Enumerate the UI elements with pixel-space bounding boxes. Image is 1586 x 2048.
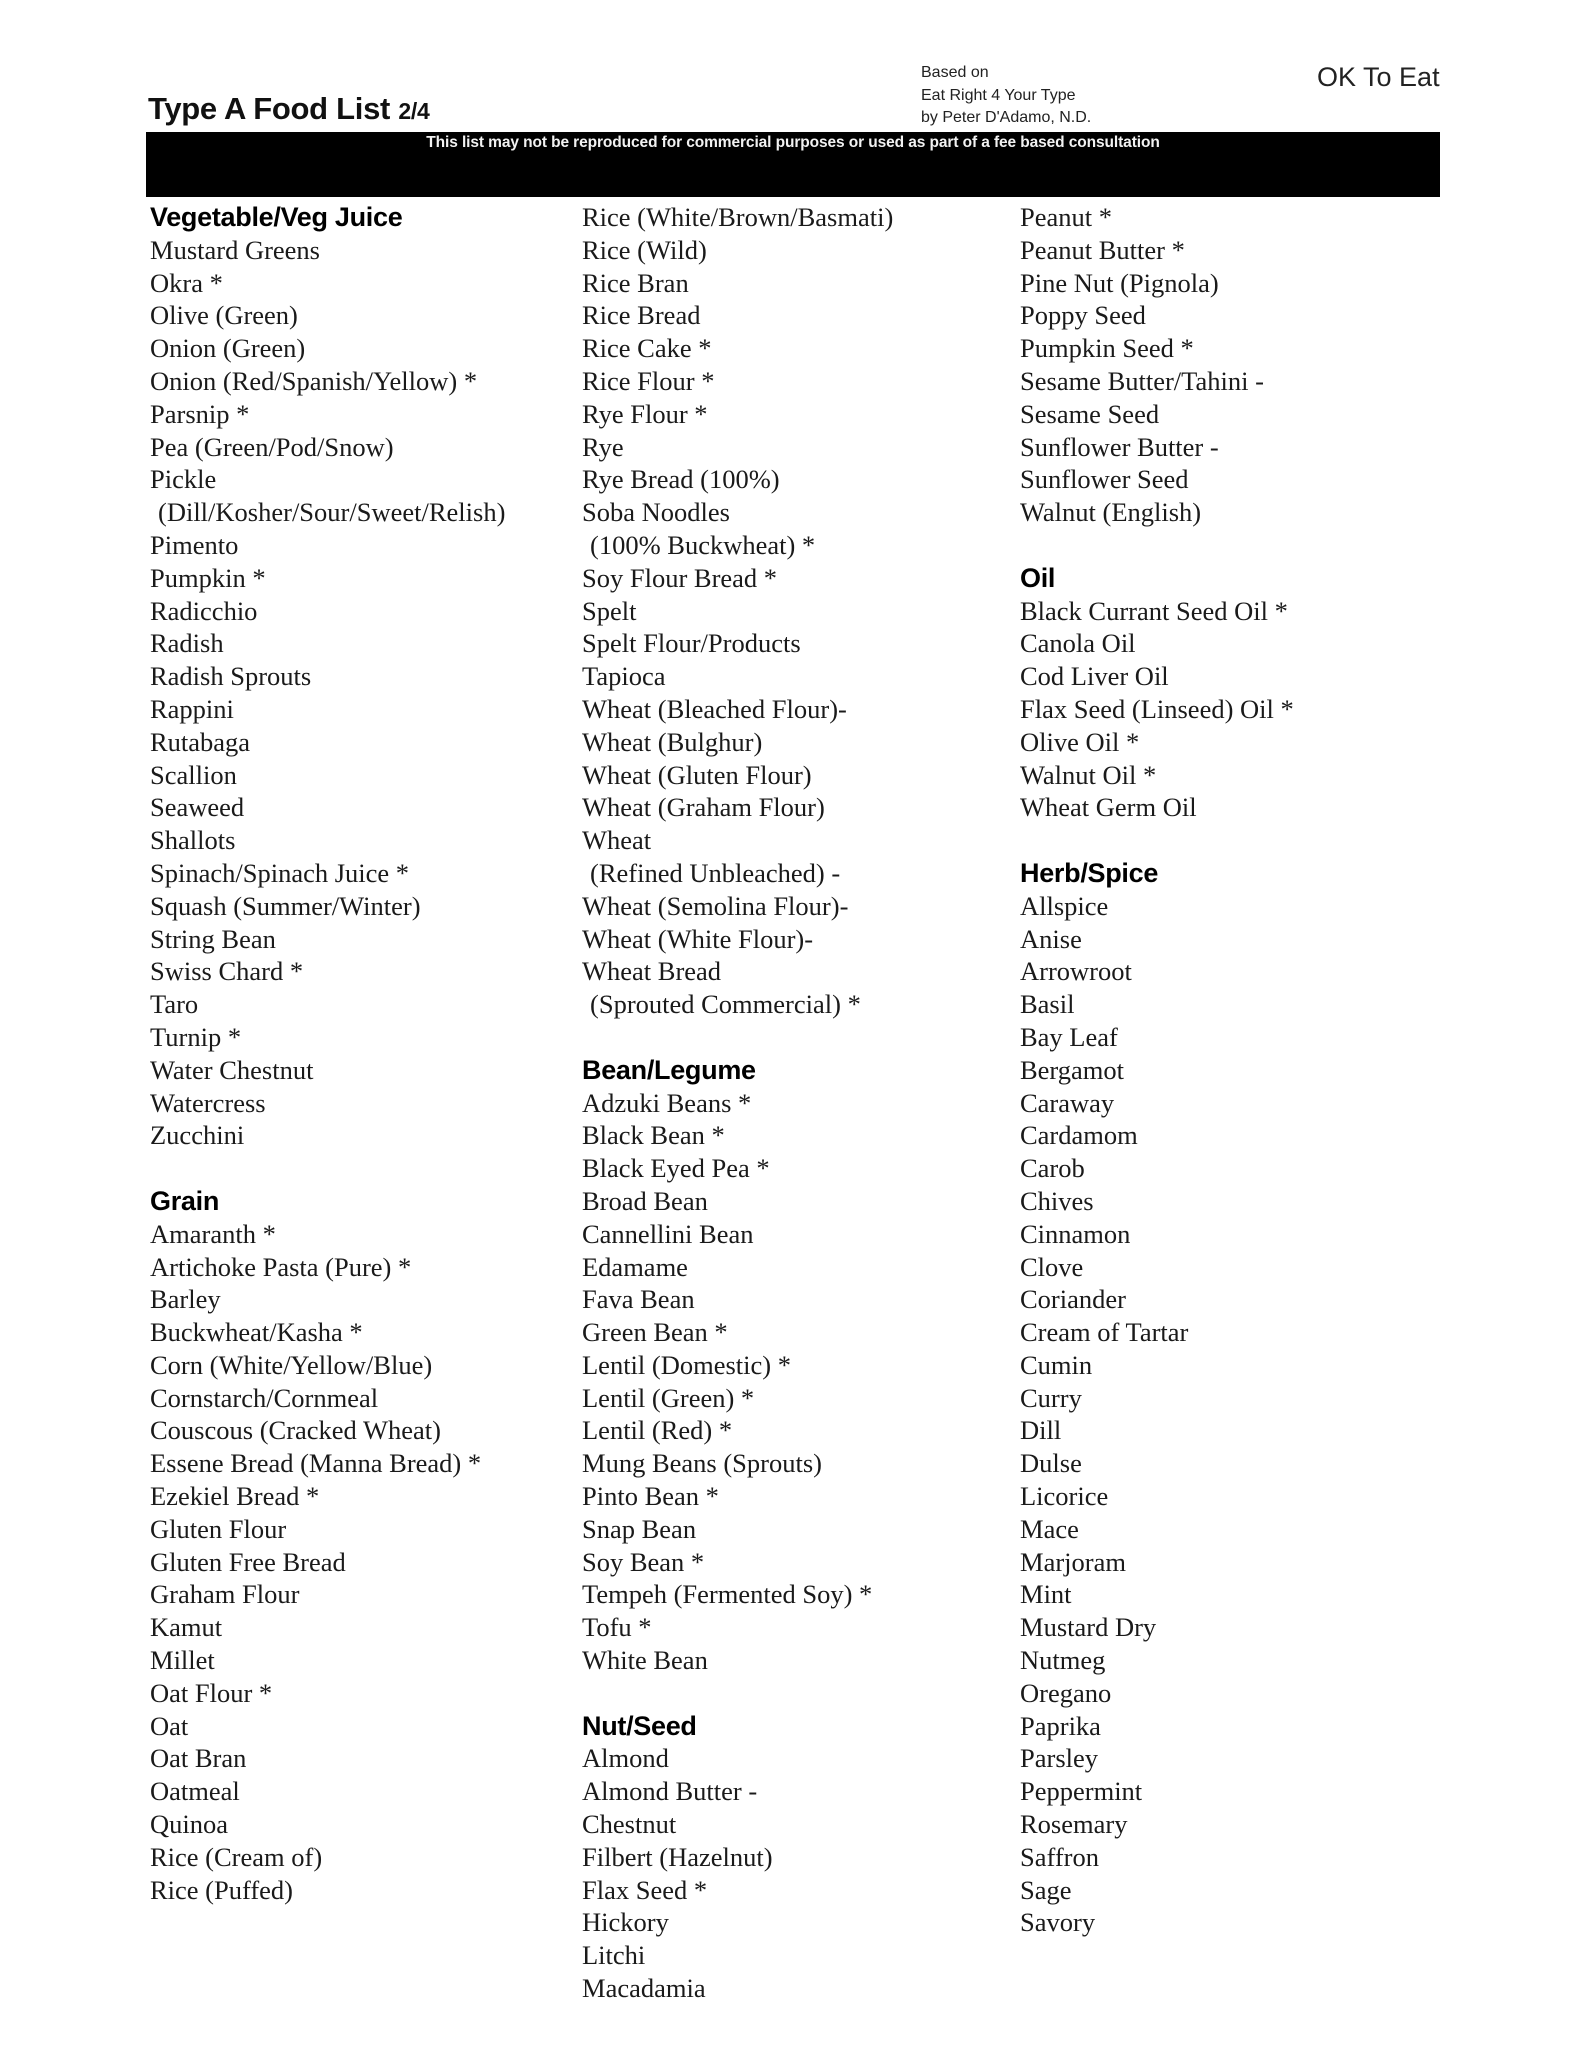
spacer bbox=[1020, 824, 1294, 857]
food-item: Macadamia bbox=[582, 1973, 706, 2004]
food-item: Barley bbox=[150, 1284, 221, 1315]
section-heading: Herb/Spice bbox=[1020, 857, 1159, 888]
food-item: Oat Bran bbox=[150, 1743, 247, 1774]
food-item: Oat Flour * bbox=[150, 1677, 273, 1708]
section-heading: Oil bbox=[1020, 562, 1056, 593]
food-item: Mace bbox=[1020, 1513, 1079, 1544]
food-item: Broad Bean bbox=[582, 1185, 708, 1216]
food-item: Pinto Bean * bbox=[582, 1481, 719, 1512]
food-item: Cumin bbox=[1020, 1349, 1093, 1380]
food-item-continuation: (Sprouted Commercial) * bbox=[590, 989, 861, 1020]
food-item: Amaranth * bbox=[150, 1218, 276, 1249]
food-item: Cannellini Bean bbox=[582, 1218, 754, 1249]
food-item: Wheat (Bleached Flour)- bbox=[582, 693, 847, 724]
food-item: Anise bbox=[1020, 923, 1082, 954]
food-item: Sesame Butter/Tahini - bbox=[1020, 365, 1264, 396]
food-column-1 bbox=[150, 201, 505, 1906]
food-item: Black Currant Seed Oil * bbox=[1020, 595, 1288, 626]
food-item: Pine Nut (Pignola) bbox=[1020, 267, 1219, 298]
food-item: Radicchio bbox=[150, 595, 258, 626]
food-item: Snap Bean bbox=[582, 1513, 697, 1544]
spacer bbox=[582, 1021, 893, 1054]
food-item: Rye bbox=[582, 431, 624, 462]
food-item: Rice Bread bbox=[582, 300, 701, 331]
food-item: Soy Bean * bbox=[582, 1546, 705, 1577]
food-item: Oatmeal bbox=[150, 1776, 240, 1807]
food-item: Spelt Flour/Products bbox=[582, 628, 801, 659]
food-column-3 bbox=[1020, 201, 1294, 1939]
food-item: Hickory bbox=[582, 1907, 669, 1938]
food-item: Lentil (Green) * bbox=[582, 1382, 755, 1413]
food-item: Rice Flour * bbox=[582, 365, 715, 396]
food-item: Rappini bbox=[150, 693, 234, 724]
food-item: Green Bean * bbox=[582, 1317, 728, 1348]
food-item: Cardamom bbox=[1020, 1120, 1138, 1151]
food-item: Carob bbox=[1020, 1153, 1085, 1184]
food-item: Edamame bbox=[582, 1251, 688, 1282]
food-item: Pea (Green/Pod/Snow) bbox=[150, 431, 394, 462]
food-item: Marjoram bbox=[1020, 1546, 1126, 1577]
food-item: Spinach/Spinach Juice * bbox=[150, 857, 410, 888]
food-item: Black Bean * bbox=[582, 1120, 725, 1151]
food-item: Mint bbox=[1020, 1579, 1072, 1610]
food-item-continuation: (Dill/Kosher/Sour/Sweet/Relish) bbox=[158, 497, 506, 528]
food-item: Squash (Summer/Winter) bbox=[150, 890, 421, 921]
food-item: Seaweed bbox=[150, 792, 245, 823]
food-item: Lentil (Red) * bbox=[582, 1415, 733, 1446]
food-item: Rye Bread (100%) bbox=[582, 464, 780, 495]
food-item: Almond bbox=[582, 1743, 669, 1774]
food-item-continuation: (Refined Unbleached) - bbox=[590, 857, 841, 888]
food-item: Millet bbox=[150, 1645, 215, 1676]
food-item: Fava Bean bbox=[582, 1284, 695, 1315]
food-item: Lentil (Domestic) * bbox=[582, 1349, 791, 1380]
food-item: Chestnut bbox=[582, 1809, 677, 1840]
food-item: Peppermint bbox=[1020, 1776, 1143, 1807]
food-item: Cod Liver Oil bbox=[1020, 661, 1169, 692]
food-item: Olive Oil * bbox=[1020, 726, 1140, 757]
food-item: Oat bbox=[150, 1710, 189, 1741]
food-item: Ezekiel Bread * bbox=[150, 1481, 320, 1512]
disclaimer-text: This list may not be reproduced for commercial purposes or used as part of a fee based consultation bbox=[426, 134, 1160, 151]
food-item: Basil bbox=[1020, 989, 1075, 1020]
food-item: Sunflower Butter - bbox=[1020, 431, 1219, 462]
food-item: Dulse bbox=[1020, 1448, 1082, 1479]
food-item: Pimento bbox=[150, 529, 239, 560]
food-item: Wheat Bread bbox=[582, 956, 722, 987]
food-item: Okra * bbox=[150, 267, 223, 298]
section-heading: Bean/Legume bbox=[582, 1054, 756, 1085]
food-item: Coriander bbox=[1020, 1284, 1126, 1315]
food-item: Rice Bran bbox=[582, 267, 689, 298]
food-item: Cinnamon bbox=[1020, 1218, 1131, 1249]
section-heading: Nut/Seed bbox=[582, 1710, 697, 1741]
food-item: Spelt bbox=[582, 595, 637, 626]
food-item: Savory bbox=[1020, 1907, 1096, 1938]
food-item: White Bean bbox=[582, 1645, 708, 1676]
food-item: Scallion bbox=[150, 759, 237, 790]
food-item: Clove bbox=[1020, 1251, 1084, 1282]
food-item: Couscous (Cracked Wheat) bbox=[150, 1415, 441, 1446]
food-item: Allspice bbox=[1020, 890, 1109, 921]
source-line: by Peter D'Adamo, N.D. bbox=[921, 109, 1092, 126]
food-item: Rye Flour * bbox=[582, 398, 708, 429]
food-item: Olive (Green) bbox=[150, 300, 298, 331]
spacer bbox=[582, 1677, 893, 1710]
food-item: Curry bbox=[1020, 1382, 1082, 1413]
food-item: Flax Seed (Linseed) Oil * bbox=[1020, 693, 1294, 724]
food-item: Onion (Green) bbox=[150, 333, 306, 364]
food-item: Tofu * bbox=[582, 1612, 652, 1643]
food-item: Radish Sprouts bbox=[150, 661, 312, 692]
food-item: Taro bbox=[150, 989, 199, 1020]
food-item: Onion (Red/Spanish/Yellow) * bbox=[150, 365, 478, 396]
food-item: Poppy Seed bbox=[1020, 300, 1146, 331]
food-item: Oregano bbox=[1020, 1677, 1112, 1708]
food-item: Tempeh (Fermented Soy) * bbox=[582, 1579, 873, 1610]
food-item: Bergamot bbox=[1020, 1054, 1125, 1085]
food-item: Canola Oil bbox=[1020, 628, 1136, 659]
disclaimer-banner bbox=[146, 132, 1440, 197]
food-item: Walnut Oil * bbox=[1020, 759, 1157, 790]
food-item: Litchi bbox=[582, 1940, 646, 1971]
food-item: Artichoke Pasta (Pure) * bbox=[150, 1251, 412, 1282]
food-item: Sage bbox=[1020, 1874, 1072, 1905]
food-item: Turnip * bbox=[150, 1021, 242, 1052]
food-item: Graham Flour bbox=[150, 1579, 300, 1610]
source-attribution bbox=[921, 62, 1091, 130]
food-item: String Bean bbox=[150, 923, 276, 954]
food-item: Filbert (Hazelnut) bbox=[582, 1841, 773, 1872]
category-label: OK To Eat bbox=[1317, 62, 1440, 92]
food-item: Wheat (Graham Flour) bbox=[582, 792, 825, 823]
food-item: Soy Flour Bread * bbox=[582, 562, 778, 593]
food-item: Parsnip * bbox=[150, 398, 250, 429]
food-item: Rutabaga bbox=[150, 726, 251, 757]
food-item: Essene Bread (Manna Bread) * bbox=[150, 1448, 482, 1479]
page-title bbox=[148, 92, 429, 128]
food-item: Gluten Flour bbox=[150, 1513, 287, 1544]
food-item: Wheat (Bulghur) bbox=[582, 726, 763, 757]
food-item: Watercress bbox=[150, 1087, 266, 1118]
food-item: Nutmeg bbox=[1020, 1645, 1106, 1676]
source-line: Based on bbox=[921, 64, 989, 81]
food-item: Flax Seed * bbox=[582, 1874, 708, 1905]
food-item: Adzuki Beans * bbox=[582, 1087, 752, 1118]
food-item: Wheat (Semolina Flour)- bbox=[582, 890, 849, 921]
food-item: Almond Butter - bbox=[582, 1776, 758, 1807]
food-item: Peanut Butter * bbox=[1020, 234, 1185, 265]
food-item: Kamut bbox=[150, 1612, 223, 1643]
food-item: Pumpkin * bbox=[150, 562, 266, 593]
food-item: Rice (Puffed) bbox=[150, 1874, 294, 1905]
food-item: Cornstarch/Cornmeal bbox=[150, 1382, 379, 1413]
food-item: Pumpkin Seed * bbox=[1020, 333, 1194, 364]
food-item: Dill bbox=[1020, 1415, 1062, 1446]
section-heading: Grain bbox=[150, 1185, 220, 1216]
food-item: Wheat (White Flour)- bbox=[582, 923, 814, 954]
food-item: Peanut * bbox=[1020, 202, 1112, 232]
food-item: Cream of Tartar bbox=[1020, 1317, 1189, 1348]
food-item: Rosemary bbox=[1020, 1809, 1128, 1840]
food-item: Corn (White/Yellow/Blue) bbox=[150, 1349, 433, 1380]
food-item: Mung Beans (Sprouts) bbox=[582, 1448, 822, 1479]
food-item: Water Chestnut bbox=[150, 1054, 314, 1085]
food-item: Buckwheat/Kasha * bbox=[150, 1317, 363, 1348]
food-item: Pickle bbox=[150, 464, 217, 495]
food-column-2 bbox=[582, 201, 893, 2005]
spacer bbox=[1020, 529, 1294, 562]
source-line: Eat Right 4 Your Type bbox=[921, 86, 1076, 104]
title-text: Type A Food List bbox=[148, 91, 391, 126]
food-item: Wheat bbox=[582, 825, 652, 856]
spacer bbox=[150, 1152, 505, 1185]
food-item: Arrowroot bbox=[1020, 956, 1132, 987]
food-item: Mustard Dry bbox=[1020, 1612, 1157, 1643]
food-item: Quinoa bbox=[150, 1809, 229, 1840]
food-item: Rice Cake * bbox=[582, 333, 712, 364]
food-item: Licorice bbox=[1020, 1481, 1109, 1512]
food-item: Gluten Free Bread bbox=[150, 1546, 346, 1577]
page-number: 2/4 bbox=[398, 98, 430, 124]
food-item: Paprika bbox=[1020, 1710, 1101, 1741]
food-item: Tapioca bbox=[582, 661, 666, 692]
food-item: Zucchini bbox=[150, 1120, 245, 1151]
food-item: Rice (White/Brown/Basmati) bbox=[582, 202, 894, 232]
food-item-continuation: (100% Buckwheat) * bbox=[590, 529, 816, 560]
food-item: Wheat (Gluten Flour) bbox=[582, 759, 812, 790]
food-item: Black Eyed Pea * bbox=[582, 1153, 770, 1184]
food-item: Mustard Greens bbox=[150, 234, 320, 265]
food-item: Walnut (English) bbox=[1020, 497, 1202, 528]
food-item: Sesame Seed bbox=[1020, 398, 1160, 429]
food-item: Swiss Chard * bbox=[150, 956, 304, 987]
food-item: Saffron bbox=[1020, 1841, 1099, 1872]
food-item: Rice (Wild) bbox=[582, 234, 707, 265]
food-item: Radish bbox=[150, 628, 224, 659]
food-item: Sunflower Seed bbox=[1020, 464, 1189, 495]
food-item: Wheat Germ Oil bbox=[1020, 792, 1197, 823]
section-heading: Vegetable/Veg Juice bbox=[150, 202, 403, 232]
food-item: Parsley bbox=[1020, 1743, 1099, 1774]
food-item: Chives bbox=[1020, 1185, 1094, 1216]
food-item: Rice (Cream of) bbox=[150, 1841, 323, 1872]
food-item: Soba Noodles bbox=[582, 497, 730, 528]
food-item: Shallots bbox=[150, 825, 236, 856]
food-item: Bay Leaf bbox=[1020, 1021, 1118, 1052]
food-item: Caraway bbox=[1020, 1087, 1115, 1118]
